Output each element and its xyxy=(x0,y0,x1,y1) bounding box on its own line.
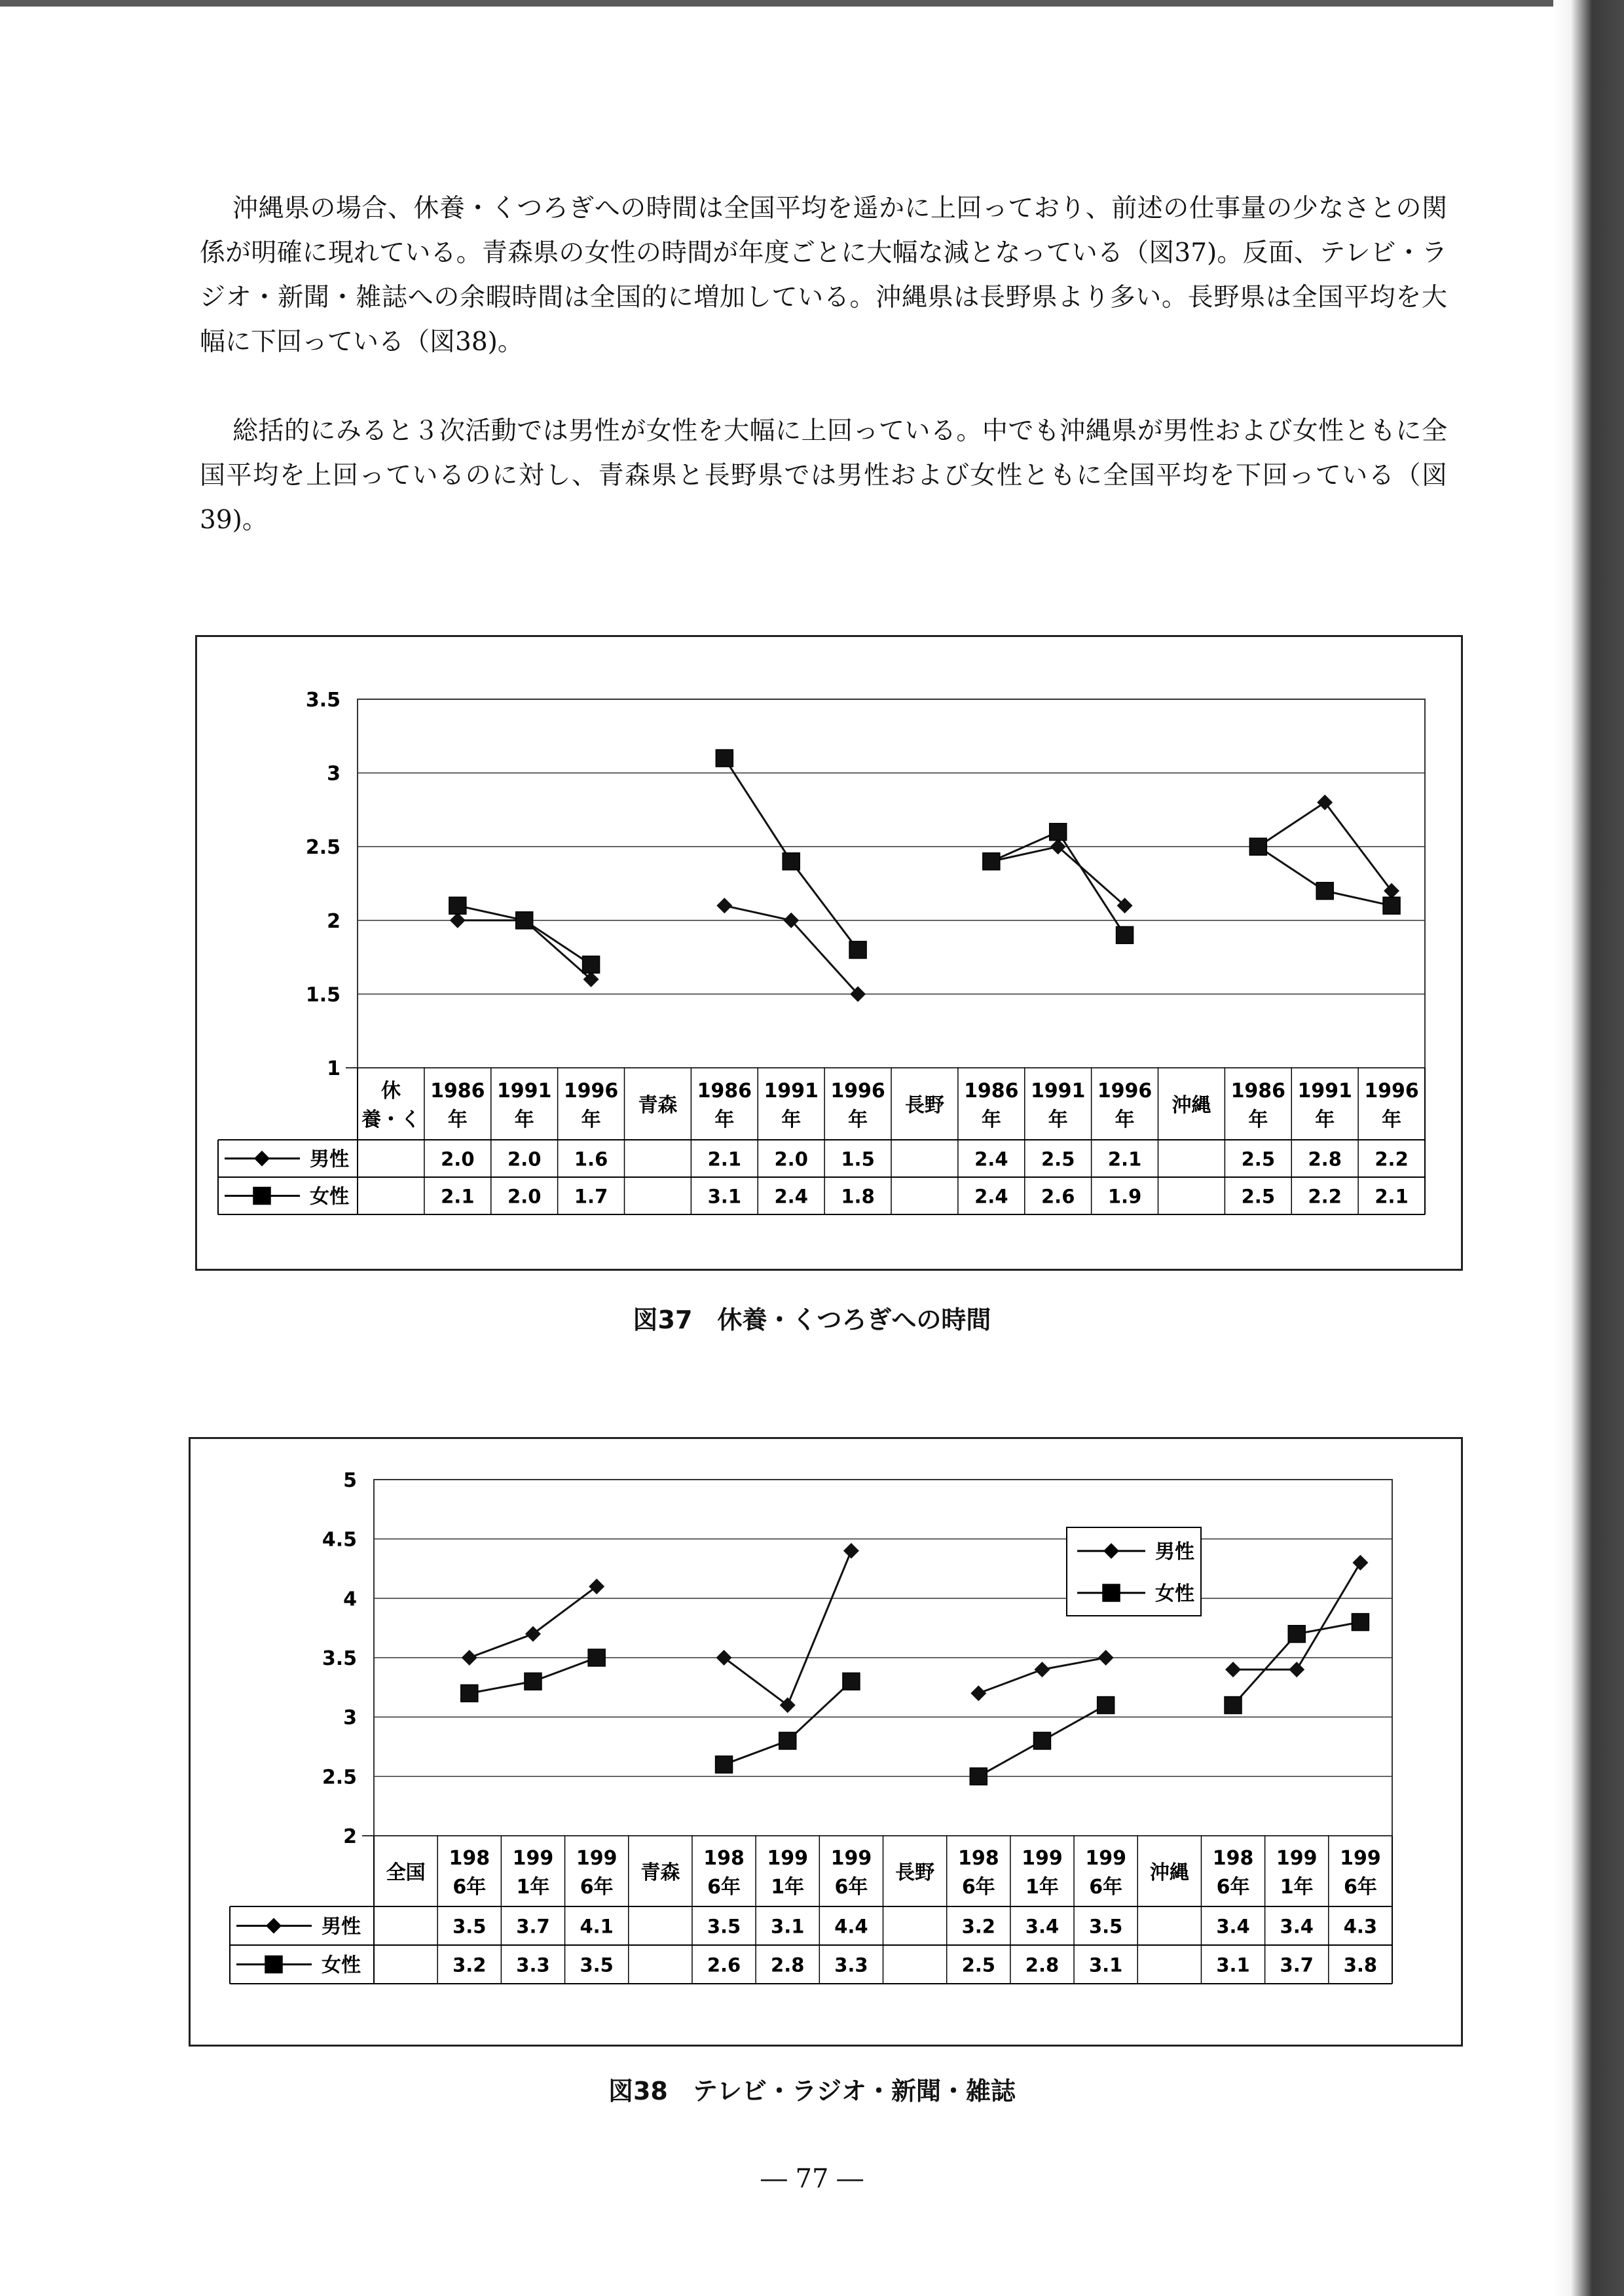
data-point-square xyxy=(716,750,733,767)
data-point-diamond xyxy=(450,913,466,928)
legend-label: 女性 xyxy=(1155,1582,1194,1605)
data-label: 2.2 xyxy=(1375,1148,1409,1171)
data-label: 2.0 xyxy=(774,1148,808,1171)
data-point-square xyxy=(1288,1626,1305,1643)
data-point-diamond xyxy=(1384,883,1399,899)
data-point-diamond xyxy=(1352,1555,1368,1571)
data-label: 4.1 xyxy=(580,1915,614,1938)
x-tick-label: 1996 年 xyxy=(1364,1080,1419,1131)
data-label: 3.7 xyxy=(1280,1954,1314,1977)
x-tick-label: 199 1年 xyxy=(1276,1847,1318,1899)
data-label: 3.7 xyxy=(516,1915,550,1938)
data-point-square xyxy=(783,853,800,870)
data-label: 3.4 xyxy=(1025,1915,1060,1938)
x-tick-label: 青森 xyxy=(638,1094,678,1117)
data-point-diamond xyxy=(589,1578,604,1594)
paragraph-2: 総括的にみると３次活動では男性が女性を大幅に上回っている。中でも沖縄県が男性および女性ともに全国平均を上回っているのに対し、青森県と長野県では男性および女性ともに全国平均を下回っている（図39)。 xyxy=(200,416,1447,535)
data-label: 2.8 xyxy=(1025,1954,1060,1977)
chart-37 xyxy=(197,637,1461,1269)
data-point-diamond xyxy=(716,1650,732,1666)
data-point-diamond xyxy=(525,1626,541,1642)
data-point-square xyxy=(843,1673,860,1690)
data-point-diamond xyxy=(1034,1662,1050,1677)
series-female xyxy=(461,1614,1369,1785)
y-tick-label: 1 xyxy=(327,1057,341,1080)
data-label: 3.5 xyxy=(580,1954,614,1977)
x-tick-label: 198 6年 xyxy=(1212,1847,1254,1899)
x-tick-label: 199 1年 xyxy=(767,1847,809,1899)
data-point-square xyxy=(1098,1697,1115,1714)
figure-37-caption: 図37 休養・くつろぎへの時間 xyxy=(633,1305,991,1334)
series-line xyxy=(1233,1563,1360,1669)
data-label: 1.9 xyxy=(1107,1185,1142,1208)
page-number: ― 77 ― xyxy=(760,2164,864,2194)
data-label: 4.4 xyxy=(834,1915,868,1938)
data-point-square xyxy=(970,1768,987,1785)
data-point-square xyxy=(983,853,1000,870)
data-point-square xyxy=(1352,1614,1369,1631)
scan-edge-right xyxy=(1553,0,1624,2296)
data-label: 2.1 xyxy=(1375,1185,1409,1208)
data-point-square xyxy=(583,956,600,973)
x-tick-label: 青森 xyxy=(640,1861,680,1884)
series-female xyxy=(449,750,1400,973)
data-point-diamond xyxy=(1098,1650,1114,1666)
data-point-square xyxy=(849,941,866,958)
legend-square-icon xyxy=(1103,1584,1120,1601)
data-point-diamond xyxy=(1225,1662,1241,1677)
x-tick-label: 長野 xyxy=(895,1861,935,1884)
x-tick-label: 1991 年 xyxy=(1297,1080,1352,1131)
figure-38-caption: 図38 テレビ・ラジオ・新聞・雑誌 xyxy=(608,2077,1016,2105)
data-point-square xyxy=(525,1673,542,1690)
y-tick-label: 1.5 xyxy=(305,983,341,1007)
y-tick-label: 2.5 xyxy=(305,836,341,860)
series-line xyxy=(991,847,1125,905)
x-tick-label: 1986 年 xyxy=(1230,1080,1286,1131)
data-label: 4.3 xyxy=(1343,1915,1378,1938)
x-tick-label: 1991 年 xyxy=(496,1080,552,1131)
data-label: 2.1 xyxy=(441,1185,475,1208)
data-label: 2.4 xyxy=(974,1148,1008,1171)
data-point-diamond xyxy=(780,1698,796,1713)
legend-label: 男性 xyxy=(1155,1540,1194,1563)
data-label: 3.2 xyxy=(452,1954,487,1977)
x-tick-label: 1986 年 xyxy=(430,1080,485,1131)
data-label: 2.1 xyxy=(707,1148,741,1171)
x-tick-label: 199 6年 xyxy=(1085,1847,1126,1899)
y-tick-label: 4 xyxy=(343,1588,357,1611)
y-tick-label: 3.5 xyxy=(305,689,341,712)
legend-square-icon xyxy=(253,1188,270,1205)
data-label: 2.0 xyxy=(441,1148,475,1171)
series-male xyxy=(462,1543,1369,1713)
data-label: 3.4 xyxy=(1280,1915,1314,1938)
data-label: 1.6 xyxy=(574,1148,608,1171)
data-label: 2.4 xyxy=(774,1185,808,1208)
y-tick-label: 2 xyxy=(327,909,341,933)
data-label: 2.4 xyxy=(974,1185,1008,1208)
x-tick-label: 1991 年 xyxy=(764,1080,819,1131)
data-point-diamond xyxy=(1317,795,1333,811)
x-tick-label: 沖縄 xyxy=(1172,1094,1211,1117)
data-label: 2.5 xyxy=(1241,1185,1275,1208)
data-label: 1.8 xyxy=(841,1185,875,1208)
x-tick-label: 休養・く xyxy=(361,1080,420,1131)
x-tick-label: 199 1年 xyxy=(512,1847,554,1899)
x-tick-label: 1986 年 xyxy=(964,1080,1019,1131)
data-label: 3.1 xyxy=(1216,1954,1250,1977)
x-tick-label: 1991 年 xyxy=(1030,1080,1086,1131)
data-label: 2.8 xyxy=(771,1954,805,1977)
y-tick-label: 2 xyxy=(343,1825,357,1848)
x-tick-label: 沖縄 xyxy=(1149,1861,1189,1884)
data-label: 2.8 xyxy=(1308,1148,1342,1171)
paragraph-1: 沖縄県の場合、休養・くつろぎへの時間は全国平均を遥かに上回っており、前述の仕事量の少なさとの関係が明確に現れている。青森県の女性の時間が年度ごとに大幅な減となっている（図37)。反面、テレビ・ラジオ・新聞・雑誌への余暇時間は全国的に増加している。沖縄県は長野県より多い。長野県は全国平均を大幅に下回っている（図38)。 xyxy=(200,194,1447,357)
legend-diamond-icon xyxy=(266,1918,282,1934)
data-point-square xyxy=(716,1756,733,1773)
data-point-square xyxy=(1033,1732,1050,1749)
data-label: 2.6 xyxy=(1041,1185,1075,1208)
data-point-square xyxy=(779,1732,796,1749)
data-label: 3.3 xyxy=(834,1954,868,1977)
data-label: 3.1 xyxy=(1088,1954,1123,1977)
x-tick-label: 199 1年 xyxy=(1022,1847,1063,1899)
data-label: 2.5 xyxy=(961,1954,995,1977)
x-tick-label: 全国 xyxy=(386,1861,426,1884)
series-line xyxy=(724,1681,851,1764)
x-tick-label: 1986 年 xyxy=(697,1080,752,1131)
x-tick-label: 1996 年 xyxy=(563,1080,619,1131)
data-label: 3.5 xyxy=(1088,1915,1123,1938)
data-point-square xyxy=(516,912,533,929)
x-tick-label: 198 6年 xyxy=(957,1847,999,1899)
data-point-square xyxy=(1383,897,1400,914)
figure-37 xyxy=(195,635,1463,1271)
data-point-square xyxy=(1316,883,1333,900)
data-label: 2.6 xyxy=(707,1954,741,1977)
data-label: 3.4 xyxy=(1216,1915,1250,1938)
data-point-diamond xyxy=(716,898,732,913)
series-line xyxy=(470,1586,597,1658)
x-tick-label: 198 6年 xyxy=(703,1847,745,1899)
legend-label: 男性 xyxy=(322,1915,361,1939)
x-tick-label: 198 6年 xyxy=(449,1847,490,1899)
x-tick-label: 199 6年 xyxy=(1340,1847,1381,1899)
data-point-square xyxy=(1116,926,1134,943)
data-label: 2.1 xyxy=(1107,1148,1142,1171)
figure-38 xyxy=(189,1437,1463,2047)
data-label: 2.0 xyxy=(507,1185,542,1208)
x-tick-label: 199 6年 xyxy=(576,1847,618,1899)
legend-diamond-icon xyxy=(254,1151,270,1167)
x-tick-label: 長野 xyxy=(904,1094,944,1117)
data-point-diamond xyxy=(970,1685,986,1701)
legend-square-icon xyxy=(265,1956,282,1973)
data-point-diamond xyxy=(1289,1662,1304,1677)
data-label: 1.7 xyxy=(574,1185,608,1208)
y-tick-label: 2.5 xyxy=(322,1766,357,1789)
data-label: 2.5 xyxy=(1241,1148,1275,1171)
data-point-square xyxy=(588,1649,605,1666)
y-tick-label: 3.5 xyxy=(322,1647,357,1670)
data-label: 3.5 xyxy=(707,1915,741,1938)
data-point-diamond xyxy=(843,1543,859,1559)
data-label: 1.5 xyxy=(841,1148,875,1171)
series-line xyxy=(724,1551,851,1705)
x-tick-label: 1996 年 xyxy=(830,1080,885,1131)
data-label: 3.5 xyxy=(452,1915,487,1938)
data-label: 3.1 xyxy=(771,1915,805,1938)
data-label: 3.1 xyxy=(707,1185,741,1208)
data-label: 3.2 xyxy=(961,1915,995,1938)
data-point-square xyxy=(449,897,466,914)
scan-edge-top xyxy=(0,0,1624,7)
y-tick-label: 5 xyxy=(343,1469,357,1492)
data-label: 2.0 xyxy=(507,1148,542,1171)
data-point-square xyxy=(1225,1697,1242,1714)
x-tick-label: 199 6年 xyxy=(830,1847,872,1899)
y-tick-label: 3 xyxy=(327,762,341,786)
data-label: 2.5 xyxy=(1041,1148,1075,1171)
y-tick-label: 4.5 xyxy=(322,1528,357,1552)
x-tick-label: 1996 年 xyxy=(1097,1080,1153,1131)
data-point-square xyxy=(1050,824,1067,841)
legend-label: 男性 xyxy=(310,1148,349,1171)
plot-area xyxy=(358,699,1425,1068)
data-label: 3.8 xyxy=(1343,1954,1378,1977)
data-point-square xyxy=(1249,838,1266,855)
legend-label: 女性 xyxy=(310,1185,349,1209)
y-tick-label: 3 xyxy=(343,1706,357,1730)
data-label: 3.3 xyxy=(516,1954,550,1977)
data-point-diamond xyxy=(462,1650,477,1666)
data-label: 2.2 xyxy=(1308,1185,1342,1208)
data-point-square xyxy=(461,1685,478,1702)
chart-38 xyxy=(191,1439,1461,2045)
legend-label: 女性 xyxy=(322,1954,361,1977)
